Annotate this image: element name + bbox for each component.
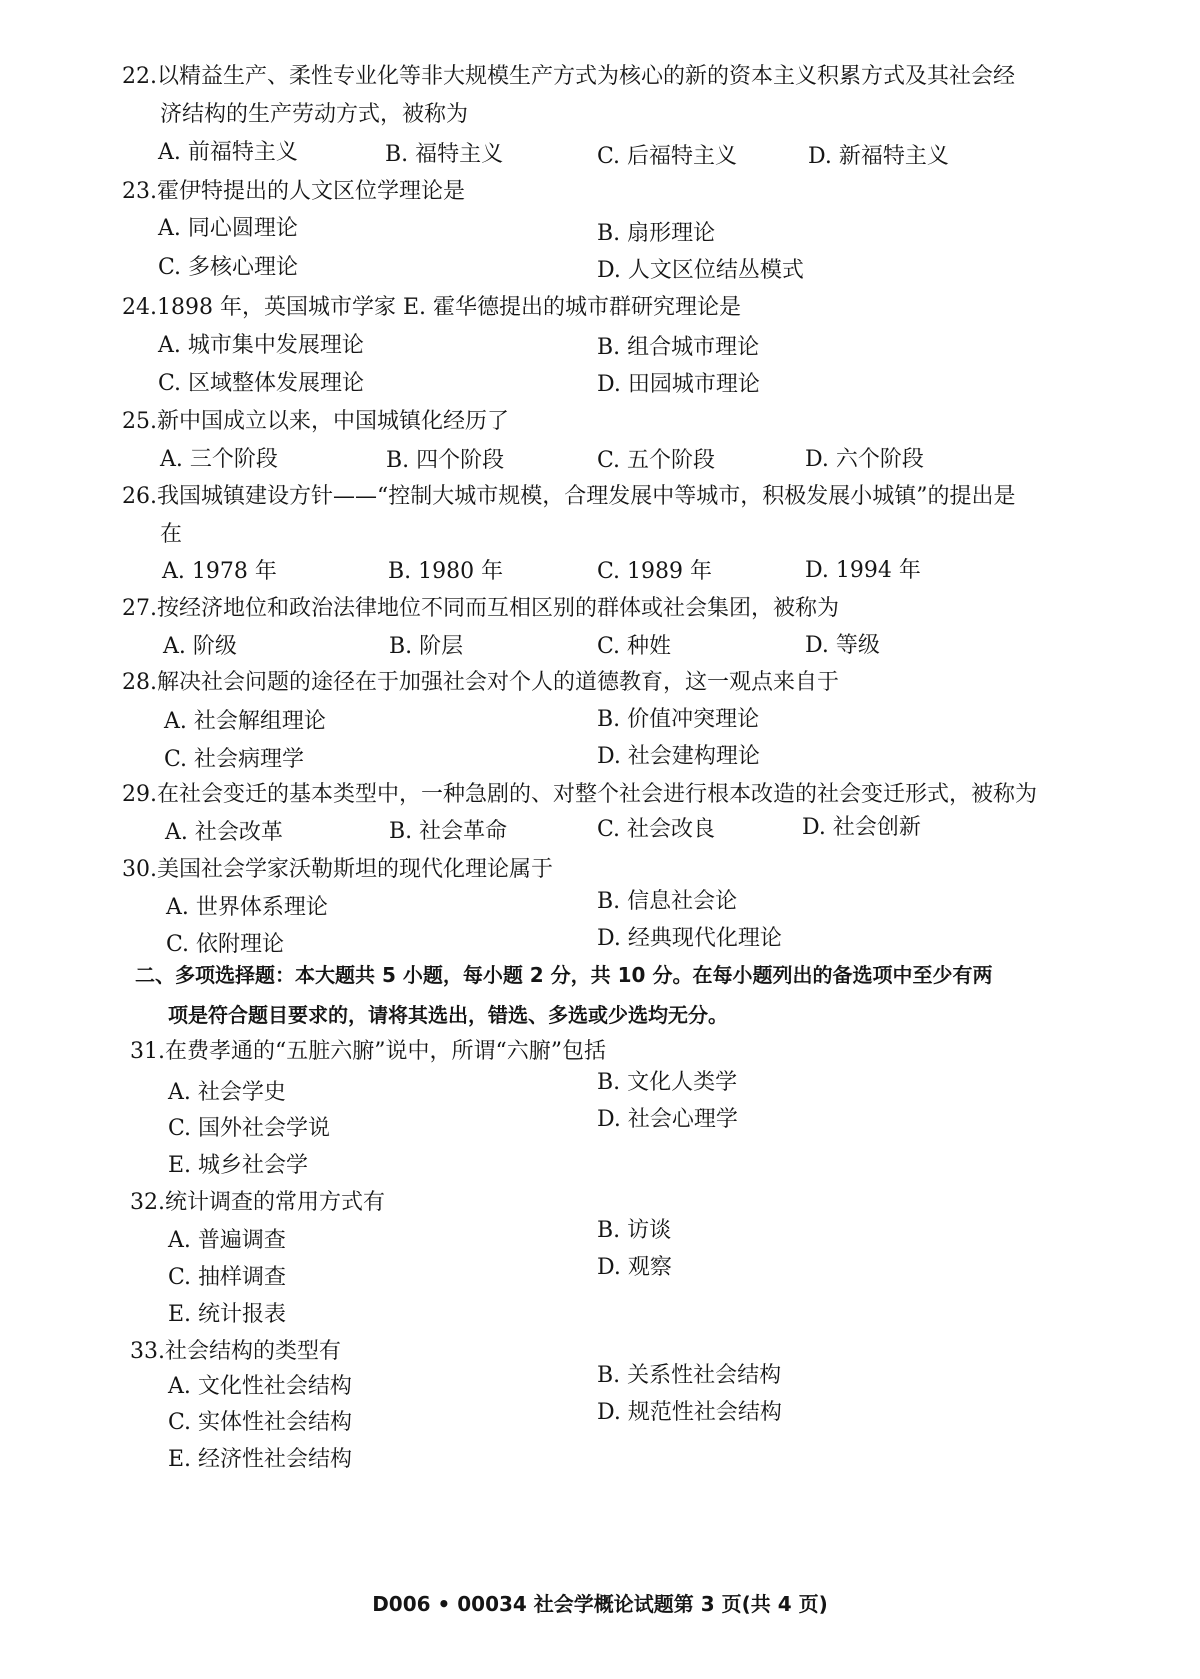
option-c: C. 抽样调查 <box>168 1265 287 1290</box>
question-number: 23. <box>122 179 157 204</box>
option-c: C. 国外社会学说 <box>168 1116 331 1141</box>
question-stem: 在社会变迁的基本类型中，一种急剧的、对整个社会进行根本改造的社会变迁形式，被称为 <box>157 782 1038 807</box>
option-c: C. 1989 年 <box>597 559 713 584</box>
option-b: B. 四个阶段 <box>386 448 505 473</box>
option-a: A. 城市集中发展理论 <box>158 333 364 358</box>
question-stem: 统计调查的常用方式有 <box>165 1190 386 1215</box>
option-c: C. 后福特主义 <box>597 144 738 169</box>
question-23 <box>122 172 1120 212</box>
question-number: 31. <box>130 1039 165 1064</box>
option-d: D. 规范性社会结构 <box>597 1400 782 1425</box>
question-number: 32. <box>130 1190 165 1215</box>
option-a: A. 阶级 <box>163 634 237 659</box>
question-stem: 我国城镇建设方针——“控制大城市规模，合理发展中等城市，积极发展小城镇”的提出是 <box>157 484 1016 509</box>
option-b: B. 组合城市理论 <box>597 335 760 360</box>
question-stem: 以精益生产、柔性专业化等非大规模生产方式为核心的新的资本主义积累方式及其社会经 <box>157 64 1016 89</box>
option-a: A. 社会学史 <box>168 1080 286 1105</box>
question-number: 25. <box>122 409 157 434</box>
option-d: D. 社会创新 <box>802 815 921 840</box>
option-b: B. 价值冲突理论 <box>597 707 760 732</box>
option-d: D. 经典现代化理论 <box>597 926 782 951</box>
option-e: E. 统计报表 <box>168 1302 287 1327</box>
question-25 <box>122 402 1120 442</box>
option-c: C. 五个阶段 <box>597 448 716 473</box>
question-stem: 解决社会问题的途径在于加强社会对个人的道德教育，这一观点来自于 <box>157 670 840 695</box>
question-number: 28. <box>122 670 157 695</box>
option-b: B. 关系性社会结构 <box>597 1363 782 1388</box>
option-b: B. 扇形理论 <box>597 221 716 246</box>
option-a: A. 社会改革 <box>165 820 283 845</box>
question-number: 27. <box>122 596 157 621</box>
option-d: D. 人文区位结丛模式 <box>597 258 804 283</box>
question-stem: 在费孝通的“五脏六腑”说中，所谓“六腑”包括 <box>165 1039 606 1064</box>
page-footer: D006 • 00034 社会学概论试题第 3 页(共 4 页) <box>372 1592 828 1616</box>
option-a: A. 同心圆理论 <box>158 216 298 241</box>
option-d: D. 观察 <box>597 1255 672 1280</box>
option-c: C. 社会改良 <box>597 817 716 842</box>
option-b: B. 阶层 <box>389 634 464 659</box>
question-number: 22. <box>122 64 157 89</box>
option-d: D. 等级 <box>805 633 880 658</box>
option-b: B. 福特主义 <box>385 142 504 167</box>
option-c: C. 种姓 <box>597 634 672 659</box>
question-number: 26. <box>122 484 157 509</box>
option-d: D. 社会建构理论 <box>597 744 760 769</box>
option-c: C. 多核心理论 <box>158 255 299 280</box>
option-c: C. 社会病理学 <box>164 747 305 772</box>
option-a: A. 社会解组理论 <box>164 709 326 734</box>
question-stem: 按经济地位和政治法律地位不同而互相区别的群体或社会集团，被称为 <box>157 596 840 621</box>
question-number: 33. <box>130 1339 165 1364</box>
question-28 <box>122 663 1120 703</box>
option-a: A. 普遍调查 <box>168 1228 286 1253</box>
question-22 <box>122 57 1120 97</box>
option-b: B. 文化人类学 <box>597 1070 738 1095</box>
option-c: C. 区域整体发展理论 <box>158 371 365 396</box>
question-stem: 社会结构的类型有 <box>165 1339 342 1364</box>
question-29 <box>122 775 1120 815</box>
option-b: B. 信息社会论 <box>597 889 738 914</box>
option-b: B. 社会革命 <box>389 819 508 844</box>
question-stem-continued: 在 <box>160 522 183 547</box>
option-c: C. 依附理论 <box>166 932 285 957</box>
question-stem: 1898 年，英国城市学家 E. 霍华德提出的城市群研究理论是 <box>157 295 742 320</box>
option-b: B. 访谈 <box>597 1218 672 1243</box>
section-heading-line-1: 二、多项选择题：本大题共 5 小题，每小题 2 分，共 10 分。在每小题列出的备选项中至少有两 <box>135 963 993 987</box>
option-a: A. 1978 年 <box>162 559 277 584</box>
question-27 <box>122 589 1120 629</box>
option-d: D. 新福特主义 <box>808 144 949 169</box>
question-stem-continued: 济结构的生产劳动方式，被称为 <box>160 102 469 127</box>
option-e: E. 城乡社会学 <box>168 1153 309 1178</box>
option-c: C. 实体性社会结构 <box>168 1410 353 1435</box>
option-d: D. 1994 年 <box>805 558 921 583</box>
option-d: D. 社会心理学 <box>597 1107 738 1132</box>
option-d: D. 六个阶段 <box>805 447 924 472</box>
question-number: 30. <box>122 857 157 882</box>
option-e: E. 经济性社会结构 <box>168 1447 353 1472</box>
question-stem: 美国社会学家沃勒斯坦的现代化理论属于 <box>157 857 554 882</box>
option-a: A. 文化性社会结构 <box>168 1374 352 1399</box>
question-number: 29. <box>122 782 157 807</box>
option-b: B. 1980 年 <box>388 559 504 584</box>
question-24 <box>122 288 1120 328</box>
section-heading-line-2: 项是符合题目要求的，请将其选出，错选、多选或少选均无分。 <box>168 1003 728 1027</box>
option-a: A. 世界体系理论 <box>166 895 328 920</box>
option-a: A. 前福特主义 <box>158 140 298 165</box>
option-d: D. 田园城市理论 <box>597 372 760 397</box>
question-number: 24. <box>122 295 157 320</box>
question-stem: 新中国成立以来，中国城镇化经历了 <box>157 409 510 434</box>
section-heading <box>135 955 1125 1035</box>
question-26 <box>122 477 1120 517</box>
option-a: A. 三个阶段 <box>160 447 278 472</box>
question-stem: 霍伊特提出的人文区位学理论是 <box>157 179 466 204</box>
